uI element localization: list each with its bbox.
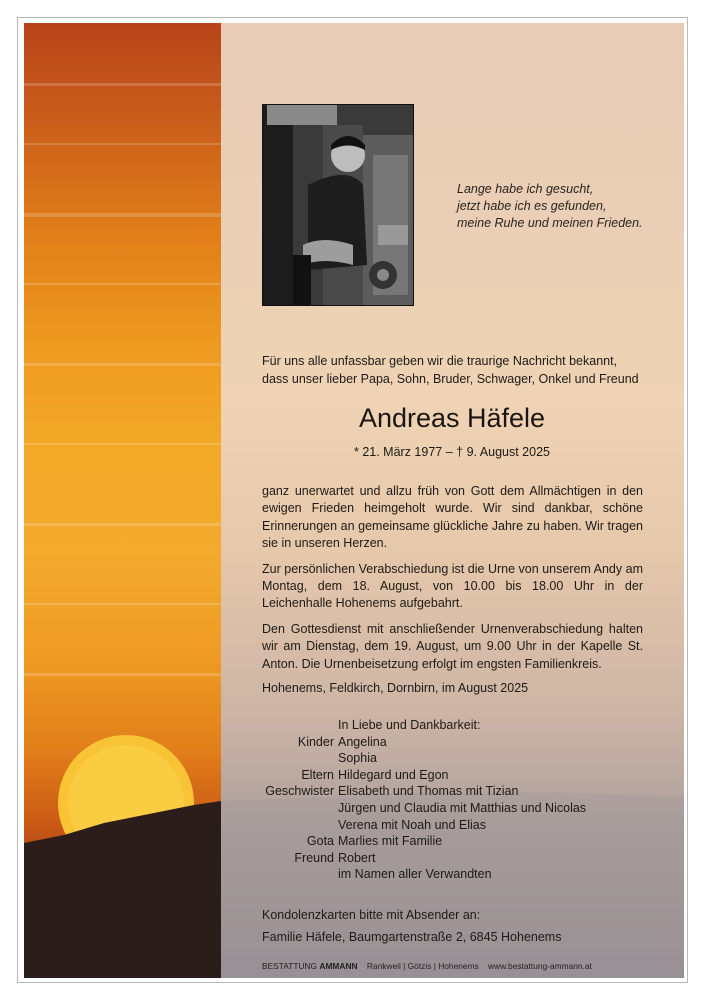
quote-line-3: meine Ruhe und meinen Frieden. bbox=[457, 216, 643, 230]
relative-names: Jürgen und Claudia mit Matthias und Nicolas bbox=[338, 800, 587, 815]
paragraph-service: Den Gottesdienst mit anschließender Urnenverabschiedung halten wir am Dienstag, dem 19. August, um 9.00 Uhr in der Kapelle St. Anton. Die Urnenbeisetzung erfolgt im engsten Familienkreis. bbox=[262, 621, 643, 671]
relation-label bbox=[262, 750, 338, 767]
funeral-home-logo: BESTATTUNG AMMANN bbox=[262, 961, 358, 971]
intro-text bbox=[262, 352, 642, 388]
family-row bbox=[262, 850, 586, 867]
family-list bbox=[262, 717, 586, 883]
family-row bbox=[262, 817, 586, 834]
life-dates: * 21. März 1977 – † 9. August 2025 bbox=[354, 445, 550, 459]
relation-label: Geschwister bbox=[265, 784, 334, 799]
relation-label: Gota bbox=[306, 834, 334, 849]
relation-label: Freund bbox=[294, 850, 334, 865]
footer-locations: Rankweil | Götzis | Hohenems bbox=[366, 961, 479, 971]
quote bbox=[457, 181, 643, 232]
relative-names: Angelina bbox=[338, 734, 387, 749]
relative-names: Robert bbox=[338, 850, 376, 865]
family-row bbox=[262, 750, 586, 767]
relation-label: Eltern bbox=[301, 767, 334, 782]
relation-label bbox=[262, 800, 338, 817]
family-row bbox=[262, 783, 586, 800]
relative-names: Hildegard und Egon bbox=[338, 767, 449, 782]
announcement-body bbox=[262, 483, 643, 681]
condolence-line-1: Kondolenzkarten bitte mit Absender an: bbox=[262, 908, 481, 922]
family-header: In Liebe und Dankbarkeit: bbox=[338, 718, 481, 732]
relation-label bbox=[262, 817, 338, 834]
obituary-card bbox=[24, 23, 684, 978]
relation-label: Kinder bbox=[297, 734, 334, 749]
condolence-address: Familie Häfele, Baumgartenstraße 2, 6845 Hohenems bbox=[262, 930, 562, 944]
relation-label bbox=[262, 866, 338, 883]
place-date: Hohenems, Feldkirch, Dornbirn, im August 2025 bbox=[262, 681, 529, 695]
relative-names: Sophia bbox=[338, 751, 377, 766]
relative-names: Marlies mit Familie bbox=[338, 834, 443, 849]
family-row bbox=[262, 800, 586, 817]
condolence-info bbox=[262, 904, 561, 948]
intro-line-1: Für uns alle unfassbar geben wir die traurige Nachricht bekannt, bbox=[262, 354, 618, 368]
quote-line-2: jetzt habe ich es gefunden, bbox=[457, 199, 607, 213]
deceased-name: Andreas Häfele bbox=[358, 403, 546, 433]
family-row bbox=[262, 866, 586, 883]
family-row bbox=[262, 767, 586, 784]
family-row bbox=[262, 833, 586, 850]
relative-names: im Namen aller Verwandten bbox=[338, 867, 492, 882]
footer-website[interactable]: www.bestattung-ammann.at bbox=[488, 961, 592, 971]
family-row bbox=[262, 734, 586, 751]
relative-names: Verena mit Noah und Elias bbox=[338, 817, 487, 832]
intro-line-2: dass unser lieber Papa, Sohn, Bruder, Schwager, Onkel und Freund bbox=[262, 372, 639, 386]
paragraph-passing: ganz unerwartet und allzu früh von Gott dem Allmächtigen in den ewigen Frieden heimgeholt wurde. Wir sind dankbar, schöne Erinnerungen an gemeinsame glückliche Jahre zu haben. Wir tragen sie in unseren Herzen. bbox=[262, 484, 643, 551]
relative-names: Elisabeth und Thomas mit Tizian bbox=[338, 784, 519, 799]
footer bbox=[262, 961, 592, 971]
paragraph-viewing: Zur persönlichen Verabschiedung ist die Urne von unserem Andy am Montag, dem 18. August, von 10.00 bis 18.00 Uhr in der Leichenhalle Hohenems aufgebahrt. bbox=[262, 561, 643, 611]
quote-line-1: Lange habe ich gesucht, bbox=[457, 182, 594, 196]
portrait-photo bbox=[262, 104, 414, 306]
